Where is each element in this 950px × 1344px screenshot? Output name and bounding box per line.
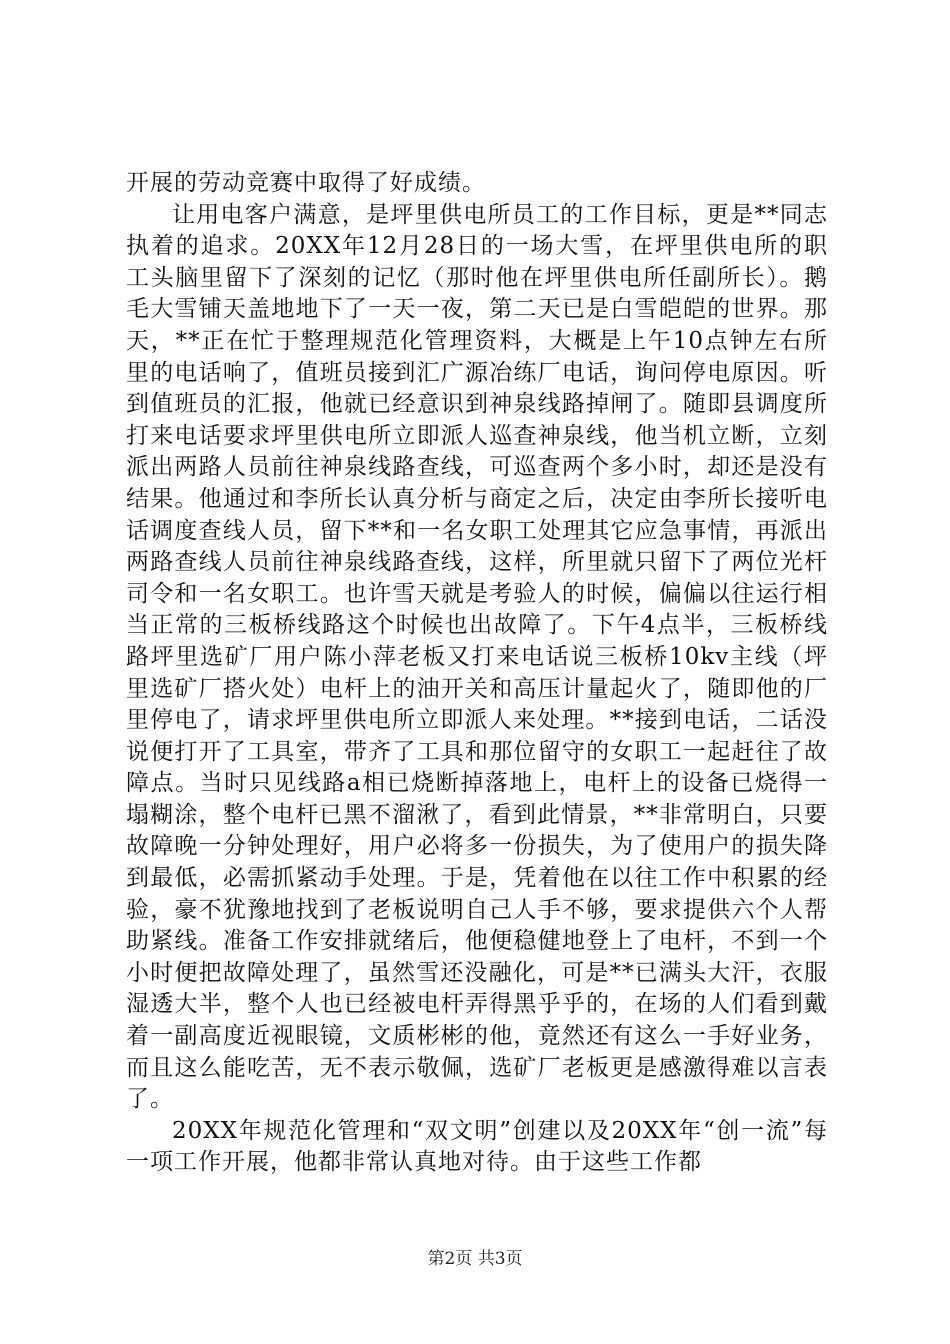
- document-body: [126, 168, 828, 1179]
- paragraph-continuation: 开展的劳动竞赛中取得了好成绩。: [126, 170, 486, 196]
- page-footer: 第2页 共3页: [427, 1249, 523, 1269]
- paragraph-snowstorm-story: 让用电客户满意，是坪里供电所员工的工作目标，更是**同志执着的追求。20XX年12月28日的一场大雪，在坪里供电所的职工头脑里留下了深刻的记忆（那时他在坪里供电所任副所长）。鹅毛大雪铺天盖地地下了一天一夜，第二天已是白雪皑皑的世界。那天，**正在忙于整理规范化管理资料，大概是上午10点钟左右所里的电话响了，值班员接到汇广源冶练厂电话，询问停电原因。听到值班员的汇报，他就已经意识到神泉线路掉闸了。随即县调度所打来电话要求坪里供电所立即派人巡查神泉线，他当机立断，立刻派出两路人员前往神泉线路查线，可巡查两个多小时，却还是没有结果。他通过和李所长认真分析与商定之后，决定由李所长接听电话调度查线人员，留下**和一名女职工处理其它应急事情，再派出两路查线人员前往神泉线路查线，这样，所里就只留下了两位光杆司令和一名女职工。也许雪天就是考验人的时候，偏偏以往运行相当正常的三板桥线路这个时候也出故障了。下午4点半，三板桥线路坪里选矿厂用户陈小萍老板又打来电话说三板桥10kv主线（坪里选矿厂搭火处）电杆上的油开关和高压计量起火了，随即他的厂里停电了，请求坪里供电所立即派人来处理。**接到电话，二话没说便打开了工具室，带齐了工具和那位留守的女职工一起赶往了故障点。当时只见线路a相已烧断掉落地上，电杆上的设备已烧得一塌糊涂，整个电杆已黑不溜湫了，看到此情景，**非常明白，只要故障晚一分钟处理好，用户必将多一份损失，为了使用户的损失降到最低，必需抓紧动手处理。于是，凭着他在以往工作中积累的经验，豪不犹豫地找到了老板说明自己人手不够，要求提供六个人帮助紧线。准备工作安排就绪后，他便稳健地登上了电杆，不到一个小时便把故障处理了，虽然雪还没融化，可是**已满头大汗，衣服湿透大半，整个人也已经被电杆弄得黑乎乎的，在场的人们看到戴着一副高度近视眼镜，文质彬彬的他，竟然还有这么一手好业务，而且这么能吃苦，无不表示敬佩，选矿厂老板更是感激得难以言表了。: [126, 201, 828, 1113]
- paragraph-standardization-work: 20XX年规范化管理和“双文明”创建以及20XX年“创一流”每一项工作开展，他都非常认真地对待。由于这些工作都: [126, 1117, 828, 1176]
